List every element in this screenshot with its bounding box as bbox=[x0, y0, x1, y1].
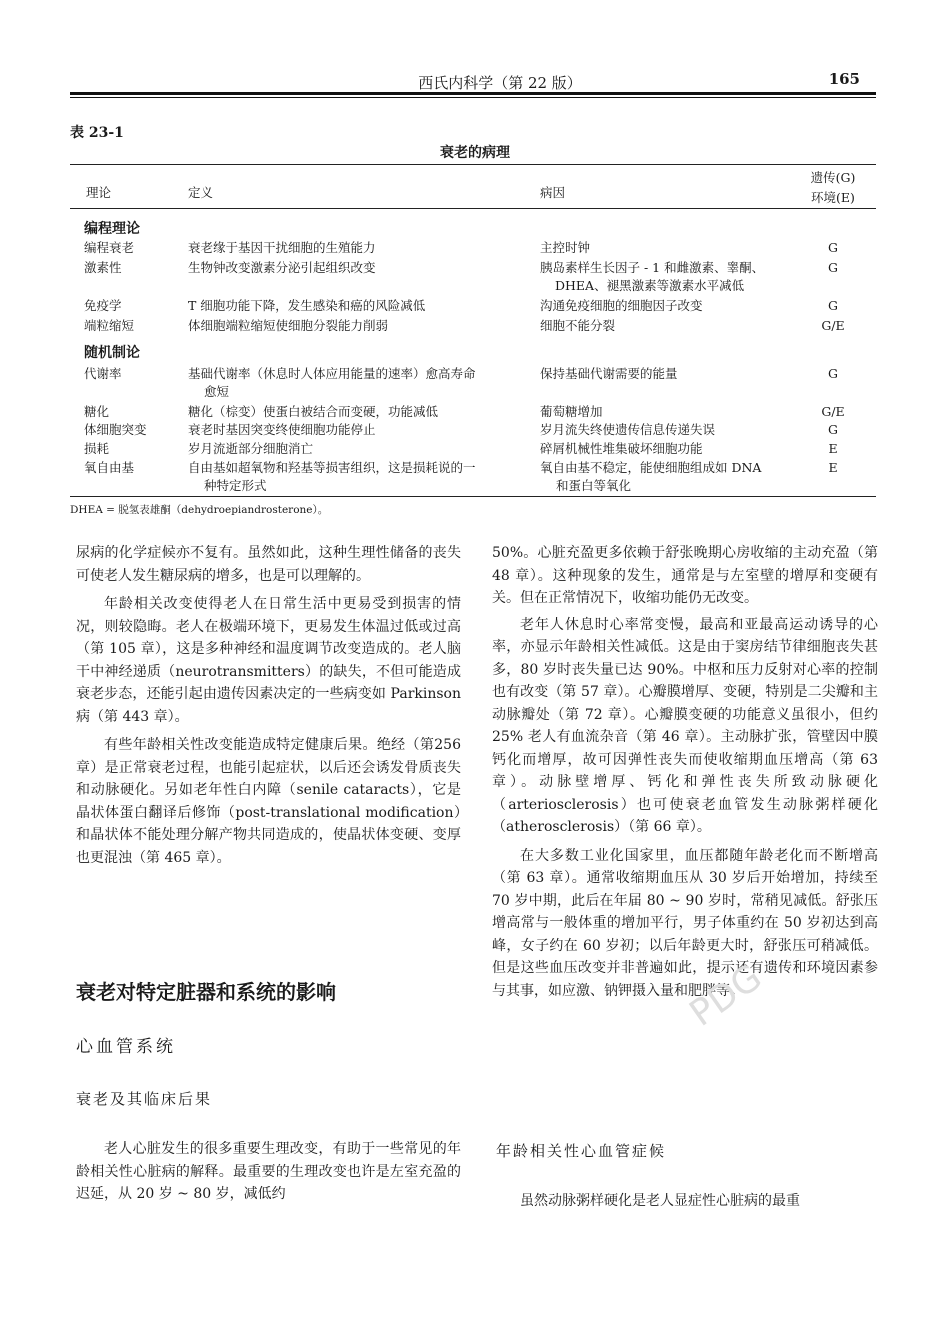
table-row-theory: 体细胞突变 bbox=[84, 422, 147, 437]
table-row-ge: E bbox=[828, 460, 838, 475]
header-rule-thin bbox=[70, 97, 876, 98]
table-row-theory: 代谢率 bbox=[84, 366, 122, 381]
table-row-cause: 葡萄糖增加 bbox=[540, 404, 603, 419]
table-row-def: 体细胞端粒缩短使细胞分裂能力削弱 bbox=[188, 318, 389, 333]
paragraph: 有些年龄相关性改变能造成特定健康后果。绝经（第256 章）是正常衰老过程，也能引起症状，以后还会诱发骨质丧失和动脉硬化。另如老年性白内障（senile cataracts），它是晶状体蛋白翻译后修饰（post-translational modification）和晶状体不能处理分解产物共同造成的，使晶状体变硬、变厚也更混浊（第 465 章）。 bbox=[76, 737, 461, 866]
table-row-theory: 免疫学 bbox=[84, 298, 122, 313]
table-group-random: 随机制论 bbox=[84, 345, 140, 361]
table-row-def: 生物钟改变激素分泌引起组织改变 bbox=[188, 260, 376, 275]
table-row-cause-cont: DHEA、褪黑激素等激素水平减低 bbox=[555, 278, 745, 293]
table-row-theory: 激素性 bbox=[84, 260, 122, 275]
table-footnote: DHEA = 脱氢表雄酮（dehydroepiandrosterone）。 bbox=[70, 504, 329, 516]
subsection-heading: 心血管系统 bbox=[76, 1037, 176, 1057]
paragraph: 虽然动脉粥样硬化是老人显症性心脏病的最重 bbox=[520, 1193, 800, 1209]
paragraph: 50%。心脏充盈更多依赖于舒张晚期心房收缩的主动充盈（第 48 章）。这种现象的发生，通常是与左室壁的增厚和变硬有关。但在正常情况下，收缩功能仍无改变。 bbox=[492, 545, 878, 606]
table-row-def-cont: 种特定形式 bbox=[204, 478, 267, 493]
table-row-ge: G bbox=[828, 366, 838, 381]
paragraph: 老人心脏发生的很多重要生理改变，有助于一些常见的年龄相关性心脏病的解释。最重要的生理改变也许是左室充盈的迟延，从 20 岁 ~ 80 岁，减低约 bbox=[76, 1141, 461, 1202]
table-row-cause: 保持基础代谢需要的能量 bbox=[540, 366, 678, 381]
col-header-ge-2: 环境(E) bbox=[811, 190, 855, 205]
table-row-cause: 细胞不能分裂 bbox=[540, 318, 616, 333]
table-row-cause: 胰岛素样生长因子 - 1 和雌激素、睾酮、 bbox=[540, 260, 765, 275]
table-row-def: 衰老缘于基因干扰细胞的生殖能力 bbox=[188, 240, 376, 255]
subsubsection-heading: 年龄相关性心血管症候 bbox=[496, 1142, 667, 1160]
table-row-cause: 沟通免疫细胞的细胞因子改变 bbox=[540, 298, 703, 313]
table-bottom-rule bbox=[70, 496, 876, 497]
table-label: 表 23-1 bbox=[70, 125, 124, 141]
page-number: 165 bbox=[828, 70, 860, 88]
table-row-ge: G bbox=[828, 240, 838, 255]
paragraph: 老年人休息时心率常变慢，最高和亚最高运动诱导的心率，亦显示年龄相关性减低。这是由于窦房结节律细胞丧失甚多，80 岁时丧失量已达 90%。中枢和压力反射对心率的控制也有改变（第 57 章）。心瓣膜增厚、变硬，特别是二尖瓣和主动脉瓣处（第 72 章）。心瓣膜变硬的功能意义虽很小，但约 25% 老人有血流杂音（第 46 章）。主动脉扩张，管壁因中膜钙化而增厚，故可因弹性丧失而使收缩期血压增高（第 63 章）。动脉壁增厚、钙化和弹性丧失所致动脉硬化（arteriosclerosis）也可使衰老血管发生动脉粥样硬化（atherosclerosis）（第 66 章）。 bbox=[492, 616, 878, 835]
table-row-def: 衰老时基因突变终使细胞功能停止 bbox=[188, 422, 376, 437]
table-row-ge: G bbox=[828, 260, 838, 275]
col-header-cause: 病因 bbox=[540, 185, 566, 200]
col-header-ge-1: 遗传(G) bbox=[810, 170, 856, 185]
table-row-cause: 氧自由基不稳定，能使细胞组成如 DNA bbox=[540, 460, 762, 475]
table-row-ge: G/E bbox=[821, 404, 845, 419]
table-row-def: 岁月流逝部分细胞消亡 bbox=[188, 441, 314, 456]
header-rule-thick bbox=[70, 92, 876, 95]
watermark: PDG bbox=[682, 956, 770, 1035]
table-row-def-cont: 愈短 bbox=[204, 384, 230, 399]
col-header-definition: 定义 bbox=[188, 185, 214, 200]
left-column bbox=[76, 542, 461, 869]
table-row-theory: 端粒缩短 bbox=[84, 318, 135, 333]
table-row-theory: 编程衰老 bbox=[84, 240, 135, 255]
left-column-continued bbox=[76, 1138, 461, 1206]
paragraph: 年龄相关改变使得老人在日常生活中更易受到损害的情况，则较隐晦。老人在极端环境下，更易发生体温过低或过高（第 105 章），这是多种神经和温度调节改变造成的。老人脑干中神经递质（neurotransmitters）的缺失，不但可能造成衰老步态，还能引起由遗传因素决定的一些病变如 Parkinson 病（第 443 章）。 bbox=[76, 596, 461, 725]
table-row-ge: G bbox=[828, 422, 838, 437]
subsubsection-heading: 衰老及其临床后果 bbox=[76, 1090, 213, 1108]
table-row-def: 糖化（棕变）使蛋白被结合而变硬，功能减低 bbox=[188, 404, 439, 419]
table-title: 衰老的病理 bbox=[440, 145, 510, 161]
col-header-theory: 理论 bbox=[86, 185, 112, 200]
section-heading: 衰老对特定脏器和系统的影响 bbox=[76, 980, 336, 1004]
table-row-ge: E bbox=[828, 441, 838, 456]
table-row-theory: 损耗 bbox=[84, 441, 110, 456]
table-row-theory: 糖化 bbox=[84, 404, 110, 419]
paragraph: 在大多数工业化国家里，血压都随年龄老化而不断增高（第 63 章）。通常收缩期血压从 30 岁后开始增加，持续至 70 岁中期，此后在年届 80 ~ 90 岁时，常稍见减低。舒张压增高常与一般体重的增加平行，男子体重约在 50 岁初达到高峰，女子约在 60 岁初；以后年龄更大时，舒张压可稍减低。但是这些血压改变并非普遍如此，提示还有遗传和环境因素参与其事，如应激、钠钾摄入量和肥胖等。 bbox=[492, 847, 878, 999]
table-row-ge: G bbox=[828, 298, 838, 313]
table-row-ge: G/E bbox=[821, 318, 845, 333]
paragraph: 尿病的化学症候亦不复有。虽然如此，这种生理性储备的丧失可使老人发生糖尿病的增多，也是可以理解的。 bbox=[76, 545, 461, 584]
table-row-cause-cont: 和蛋白等氧化 bbox=[556, 478, 632, 493]
table-row-def: T 细胞功能下降，发生感染和癌的风险减低 bbox=[188, 298, 426, 313]
table-row-cause: 碎屑机械性堆集破坏细胞功能 bbox=[540, 441, 703, 456]
table-row-cause: 岁月流失终使遗传信息传递失误 bbox=[540, 422, 716, 437]
table-top-rule bbox=[70, 164, 876, 165]
table-header-rule bbox=[70, 208, 876, 209]
table-row-def: 基础代谢率（休息时人体应用能量的速率）愈高寿命 bbox=[188, 366, 476, 381]
table-row-def: 自由基如超氧物和羟基等损害组织，这是损耗说的一 bbox=[188, 460, 476, 475]
table-group-programmed: 编程理论 bbox=[84, 221, 140, 237]
table-row-cause: 主控时钟 bbox=[540, 240, 591, 255]
table-row-theory: 氧自由基 bbox=[84, 460, 135, 475]
running-header-title: 西氏内科学（第 22 版） bbox=[418, 74, 582, 92]
right-column-continued bbox=[492, 1190, 878, 1213]
